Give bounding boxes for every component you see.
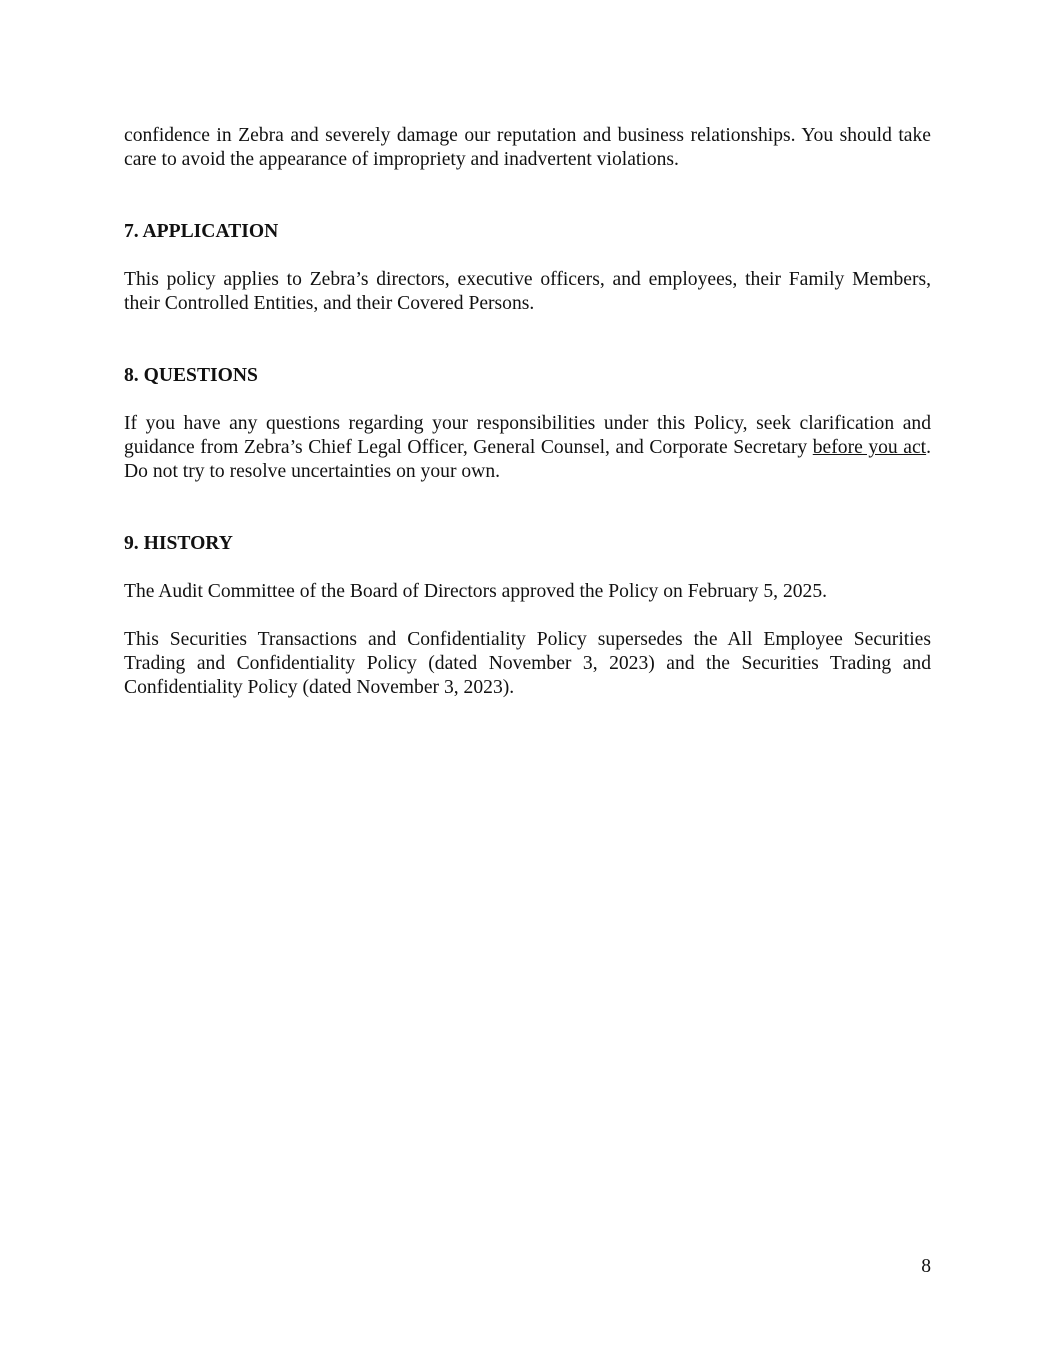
history-paragraph-supersedes: This Securities Transactions and Confidentiality Policy supersedes the All Employee Securities Trading and Confidentiality Policy (dated November 3, 2023) and the Securities Trading and Confidentiality Policy (dated November 3, 2023). — [124, 629, 931, 698]
section-history — [124, 532, 931, 700]
questions-text-end: . Do not try to resolve uncertainties on your own. — [124, 437, 932, 482]
history-paragraph-approval: The Audit Committee of the Board of Directors approved the Policy on February 5, 2025. — [124, 581, 828, 602]
section-questions — [124, 364, 931, 484]
section-heading-questions: 8. QUESTIONS — [124, 365, 258, 386]
questions-underlined-text: before you act — [812, 437, 927, 458]
section-application — [124, 220, 931, 316]
page-content — [124, 124, 931, 700]
page-number: 8 — [921, 1256, 931, 1277]
application-paragraph: This policy applies to Zebra’s directors, executive officers, and employees, their Family Members, their Controlled Entities, and their Covered Persons. — [124, 269, 931, 314]
questions-paragraph — [124, 412, 931, 484]
questions-text-start: If you have any questions regarding your responsibilities under this Policy, seek clarification and guidance from Zebra’s Chief Legal Officer, General Counsel, and Corporate Secretary — [124, 413, 931, 458]
intro-paragraph: confidence in Zebra and severely damage our reputation and business relationships. You should take care to avoid the appearance of impropriety and inadvertent violations. — [124, 125, 931, 170]
section-heading-history: 9. HISTORY — [124, 533, 233, 554]
section-heading-application: 7. APPLICATION — [124, 221, 279, 242]
